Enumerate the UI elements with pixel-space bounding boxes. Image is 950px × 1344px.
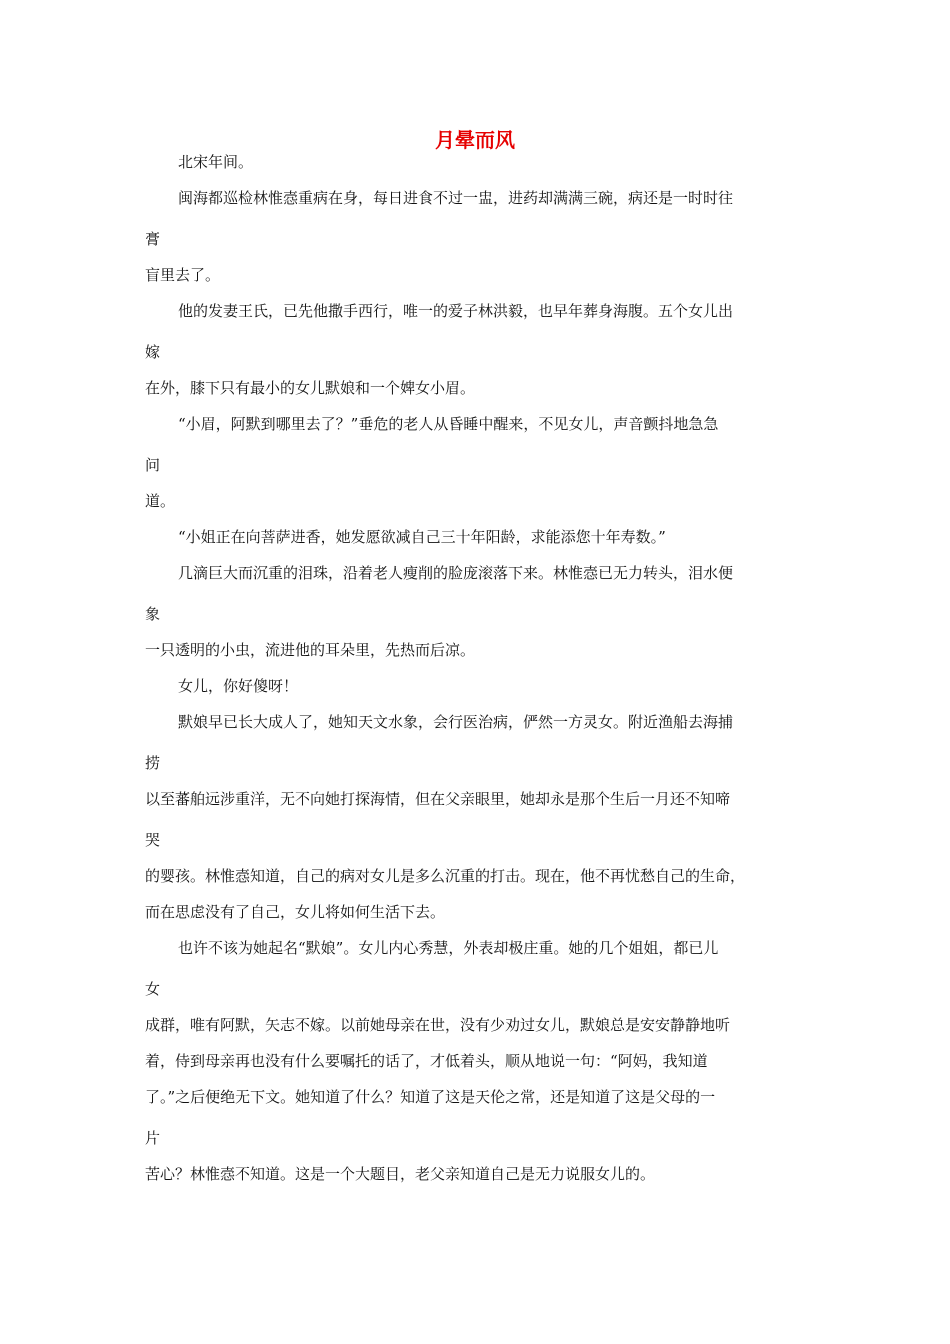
text-line: 苦心？林惟悫不知道。这是一个大题目，老父亲知道自己是无力说服女儿的。 [145, 1165, 656, 1183]
text-line: 他的发妻王氏，已先他撒手西行，唯一的爱子林洪毅，也早年葬身海腹。五个女儿出 [178, 302, 734, 320]
text-line: 问 [145, 456, 161, 474]
text-line: 女 [145, 980, 161, 998]
text-line: “小眉，阿默到哪里去了？”垂危的老人从昏睡中醒来，不见女儿，声音颤抖地急急 [178, 415, 719, 433]
text-line: 北宋年间。 [178, 153, 254, 171]
text-line: 膏 [145, 230, 161, 248]
text-line: 盲里去了。 [145, 266, 221, 284]
text-line: 哭 [145, 831, 161, 849]
text-line: 也许不该为她起名“默娘”。女儿内心秀慧，外表却极庄重。她的几个姐姐，都已儿 [178, 939, 719, 957]
text-line: 片 [145, 1129, 161, 1147]
text-line: 默娘早已长大成人了，她知天文水象，会行医治病，俨然一方灵女。附近渔船去海捕 [178, 713, 734, 731]
text-line: 以至蕃舶远涉重洋，无不向她打探海情，但在父亲眼里，她却永是那个生后一月还不知啼 [145, 790, 731, 808]
text-line: 女儿，你好傻呀！ [178, 677, 299, 695]
text-line: 一只透明的小虫，流进他的耳朵里，先热而后凉。 [145, 641, 476, 659]
text-line: 闽海都巡检林惟悫重病在身，每日进食不过一盅，进药却满满三碗，病还是一时时往 [178, 189, 734, 207]
text-line: “小姐正在向菩萨进香，她发愿欲减自己三十年阳龄，求能添您十年寿数。” [178, 528, 666, 546]
text-line: 嫁 [145, 343, 161, 361]
text-line: 而在思虑没有了自己，女儿将如何生活下去。 [145, 903, 446, 921]
text-line: 几滴巨大而沉重的泪珠，沿着老人瘦削的脸庞滚落下来。林惟悫已无力转头，泪水便 [178, 564, 734, 582]
text-line: 了。”之后便绝无下文。她知道了什么？知道了这是天伦之常，还是知道了这是父母的一 [145, 1088, 716, 1106]
text-line: 象 [145, 605, 161, 623]
text-line: 着，侍到母亲再也没有什么要嘱托的话了，才低着头，顺从地说一句：“阿妈，我知道 [145, 1052, 708, 1070]
text-line: 道。 [145, 492, 176, 510]
text-line: 成群，唯有阿默，矢志不嫁。以前她母亲在世，没有少劝过女儿，默娘总是安安静静地听 [145, 1016, 731, 1034]
text-line: 的婴孩。林惟悫知道，自己的病对女儿是多么沉重的打击。现在，他不再忧愁自己的生命， [145, 867, 746, 885]
text-line: 捞 [145, 754, 161, 772]
text-line: 在外，膝下只有最小的女儿默娘和一个婢女小眉。 [145, 379, 476, 397]
document-title: 月晕而风 [435, 128, 515, 152]
